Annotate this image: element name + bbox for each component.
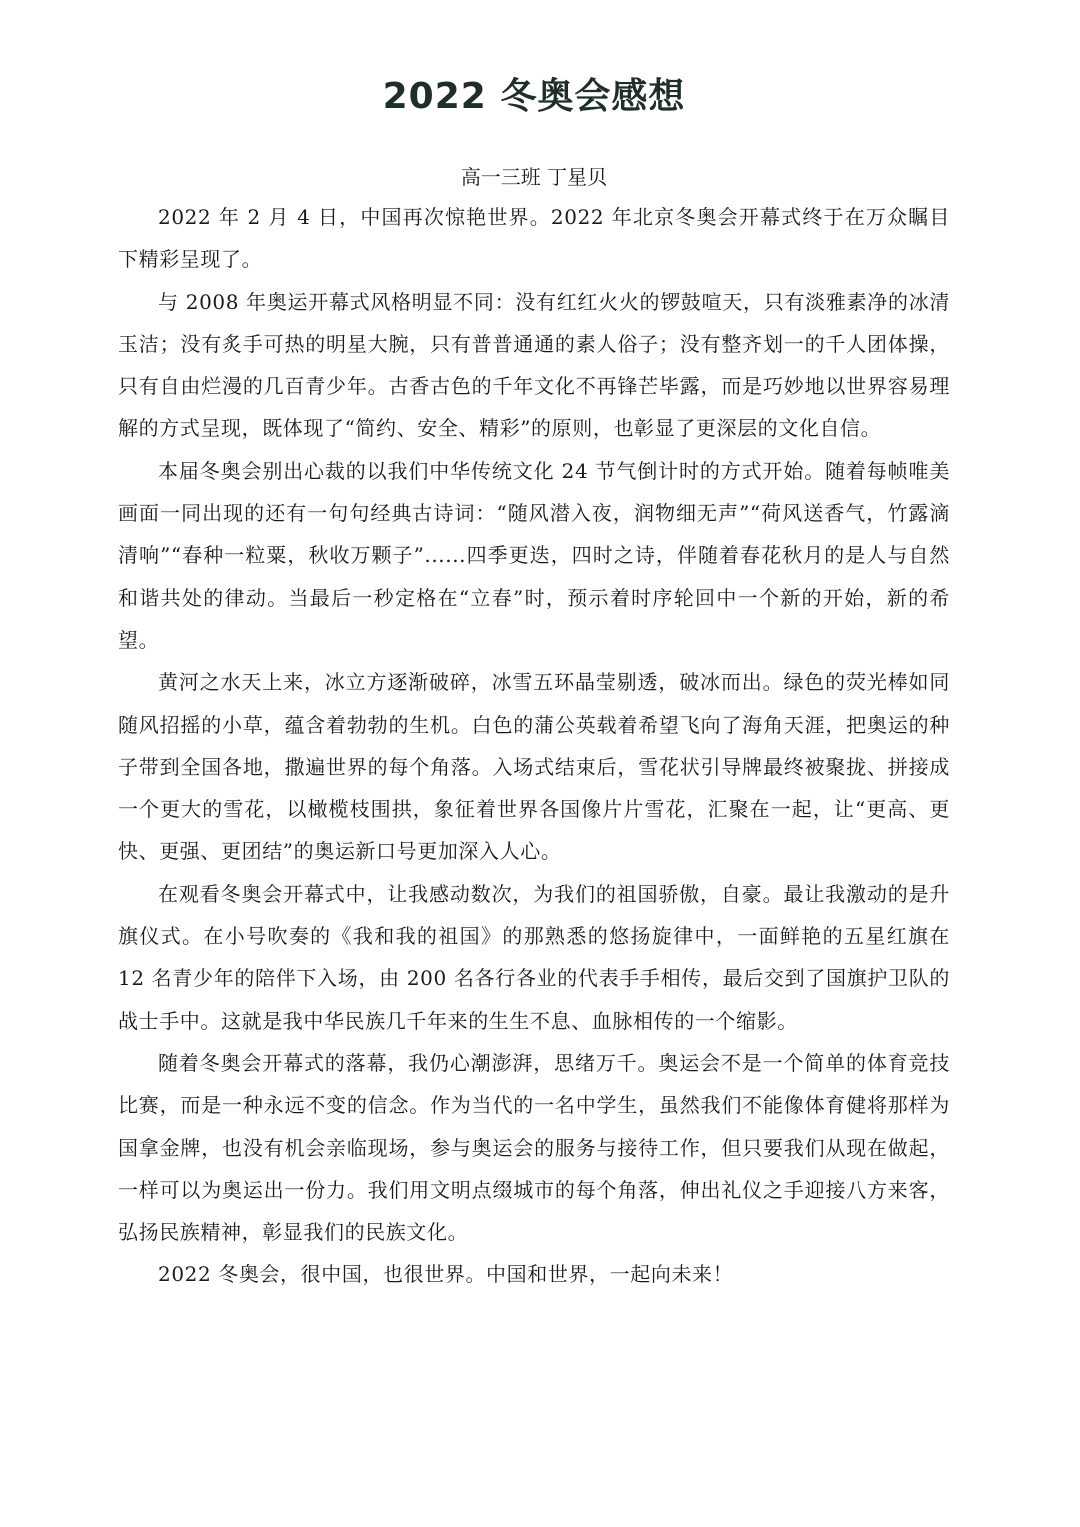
paragraph-5: 在观看冬奥会开幕式中，让我感动数次，为我们的祖国骄傲，自豪。最让我激动的是升旗仪式。在小号吹奏的《我和我的祖国》的那熟悉的悠扬旋律中，一面鲜艳的五星红旗在 12 名青少年的陪伴下入场，由 200 名各行各业的代表手手相传，最后交到了国旗护卫队的战士手中。这就是我中华民族几千年来的生生不息、血脉相传的一个缩影。	[118, 881, 950, 1033]
document-title: 2022 冬奥会感想	[382, 76, 686, 117]
paragraph-2: 与 2008 年奥运开幕式风格明显不同：没有红红火火的锣鼓喧天，只有淡雅素净的冰清玉洁；没有炙手可热的明星大腕，只有普普通通的素人俗子；没有整齐划一的千人团体操，只有自由烂漫的几百青少年。古香古色的千年文化不再锋芒毕露，而是巧妙地以世界容易理解的方式呈现，既体现了“简约、安全、精彩”的原则，也彰显了更深层的文化自信。	[118, 289, 950, 441]
paragraph-1: 2022 年 2 月 4 日，中国再次惊艳世界。2022 年北京冬奥会开幕式终于在万众瞩目下精彩呈现了。	[118, 205, 950, 272]
paragraph-3: 本届冬奥会别出心裁的以我们中华传统文化 24 节气倒计时的方式开始。随着每帧唯美画面一同出现的还有一句句经典古诗词：“随风潜入夜，润物细无声”“荷风送香气，竹露滴清响”“春种一粒粟，秋收万颗子”......四季更迭，四时之诗，伴随着春花秋月的是人与自然和谐共处的律动。当最后一秒定格在“立春”时，预示着时序轮回中一个新的开始，新的希望。	[118, 458, 950, 652]
paragraph-6: 随着冬奥会开幕式的落幕，我仍心潮澎湃，思绪万千。奥运会不是一个简单的体育竞技比赛，而是一种永远不变的信念。作为当代的一名中学生，虽然我们不能像体育健将那样为国拿金牌，也没有机会亲临现场，参与奥运会的服务与接待工作，但只要我们从现在做起，一样可以为奥运出一份力。我们用文明点缀城市的每个角落，伸出礼仪之手迎接八方来客，弘扬民族精神，彰显我们的民族文化。	[118, 1050, 950, 1245]
document-body	[118, 196, 950, 1296]
author-line: 高一三班 丁星贝	[460, 165, 608, 189]
paragraph-7: 2022 冬奥会，很中国，也很世界。中国和世界，一起向未来！	[158, 1262, 734, 1287]
paragraph-4: 黄河之水天上来，冰立方逐渐破碎，冰雪五环晶莹剔透，破冰而出。绿色的荧光棒如同随风招摇的小草，蕴含着勃勃的生机。白色的蒲公英载着希望飞向了海角天涯，把奥运的种子带到全国各地，撒遍世界的每个角落。入场式结束后，雪花状引导牌最终被聚拢、拼接成一个更大的雪花，以橄榄枝围拱，象征着世界各国像片片雪花，汇聚在一起，让“更高、更快、更强、更团结”的奥运新口号更加深入人心。	[118, 670, 950, 864]
